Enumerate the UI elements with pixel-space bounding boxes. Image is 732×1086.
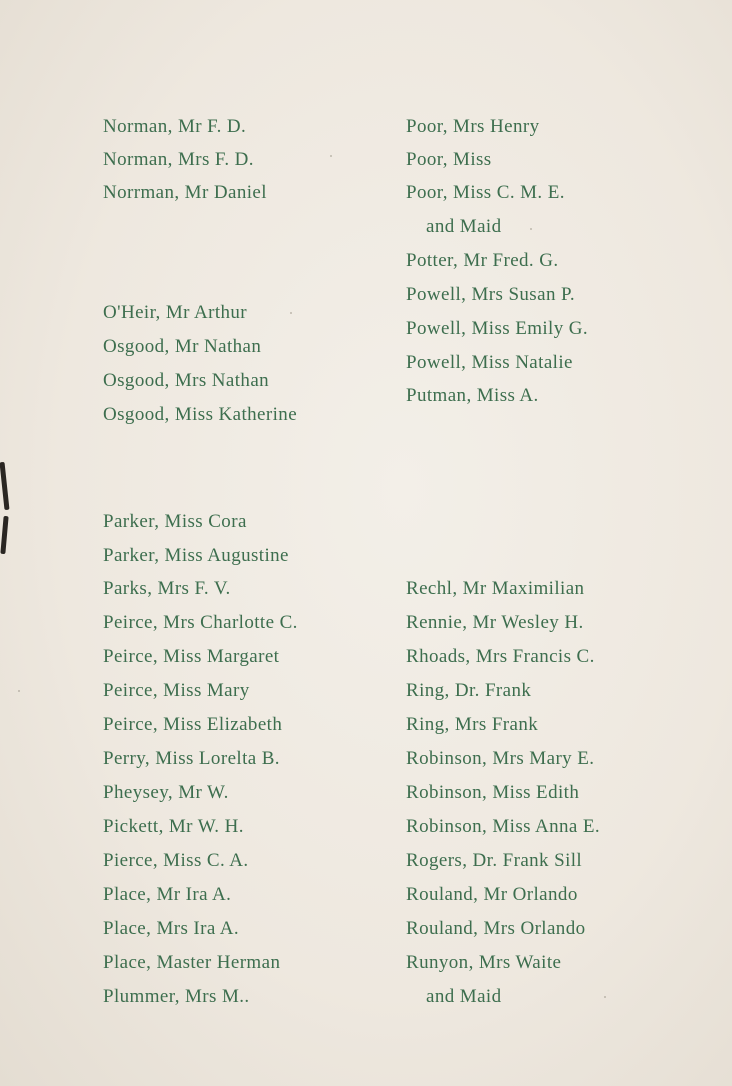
passenger-name: Rogers, Dr. Frank Sill (406, 850, 583, 871)
passenger-name: Putman, Miss A. (406, 385, 539, 406)
passenger-name: Potter, Mr Fred. G. (406, 250, 559, 271)
passenger-name: Rouland, Mr Orlando (406, 884, 578, 905)
passenger-name: Place, Master Herman (103, 952, 281, 973)
passenger-name: Pierce, Miss C. A. (103, 850, 249, 871)
passenger-name: Powell, Miss Natalie (406, 352, 573, 373)
passenger-name: Ring, Dr. Frank (406, 680, 532, 701)
passenger-name: Peirce, Mrs Charlotte C. (103, 612, 298, 633)
passenger-name: Osgood, Mr Nathan (103, 336, 262, 357)
passenger-name: Perry, Miss Lorelta B. (103, 748, 280, 769)
passenger-name: Place, Mrs Ira A. (103, 918, 240, 939)
passenger-name: Rhoads, Mrs Francis C. (406, 646, 595, 667)
binding-thread (0, 516, 8, 554)
passenger-name: Robinson, Miss Anna E. (406, 816, 601, 837)
passenger-name: Plummer, Mrs M.. (103, 986, 250, 1007)
passenger-name: O'Heir, Mr Arthur (103, 302, 248, 323)
passenger-name: Pickett, Mr W. H. (103, 816, 244, 837)
passenger-name: Osgood, Miss Katherine (103, 404, 298, 425)
passenger-name: Norrman, Mr Daniel (103, 182, 267, 203)
passenger-name: Peirce, Miss Margaret (103, 646, 280, 667)
passenger-name: Poor, Miss C. M. E. (406, 182, 565, 203)
passenger-name: Norman, Mrs F. D. (103, 149, 254, 170)
paper-speck (604, 996, 606, 998)
paper-speck (330, 155, 332, 157)
passenger-name: Osgood, Mrs Nathan (103, 370, 270, 391)
passenger-name: Parks, Mrs F. V. (103, 578, 231, 599)
passenger-name: Parker, Miss Cora (103, 511, 247, 532)
passenger-name: Ring, Mrs Frank (406, 714, 539, 735)
passenger-name: Robinson, Mrs Mary E. (406, 748, 595, 769)
passenger-name: Robinson, Miss Edith (406, 782, 580, 803)
passenger-name: Parker, Miss Augustine (103, 545, 289, 566)
passenger-name: Powell, Miss Emily G. (406, 318, 589, 339)
passenger-name-continued: and Maid (426, 986, 502, 1007)
paper-speck (18, 690, 20, 692)
passenger-name: Poor, Mrs Henry (406, 116, 540, 137)
passenger-name: Powell, Mrs Susan P. (406, 284, 575, 305)
passenger-name: Place, Mr Ira A. (103, 884, 232, 905)
passenger-name: Rouland, Mrs Orlando (406, 918, 586, 939)
passenger-name: Peirce, Miss Elizabeth (103, 714, 283, 735)
paper-speck (290, 312, 292, 314)
passenger-name: Peirce, Miss Mary (103, 680, 250, 701)
binding-thread (0, 462, 9, 510)
passenger-name: Norman, Mr F. D. (103, 116, 247, 137)
passenger-name-continued: and Maid (426, 216, 502, 237)
passenger-name: Pheysey, Mr W. (103, 782, 229, 803)
passenger-name: Runyon, Mrs Waite (406, 952, 562, 973)
paper-speck (530, 228, 532, 230)
passenger-name: Rennie, Mr Wesley H. (406, 612, 584, 633)
passenger-name: Rechl, Mr Maximilian (406, 578, 585, 599)
passenger-name: Poor, Miss (406, 149, 492, 170)
